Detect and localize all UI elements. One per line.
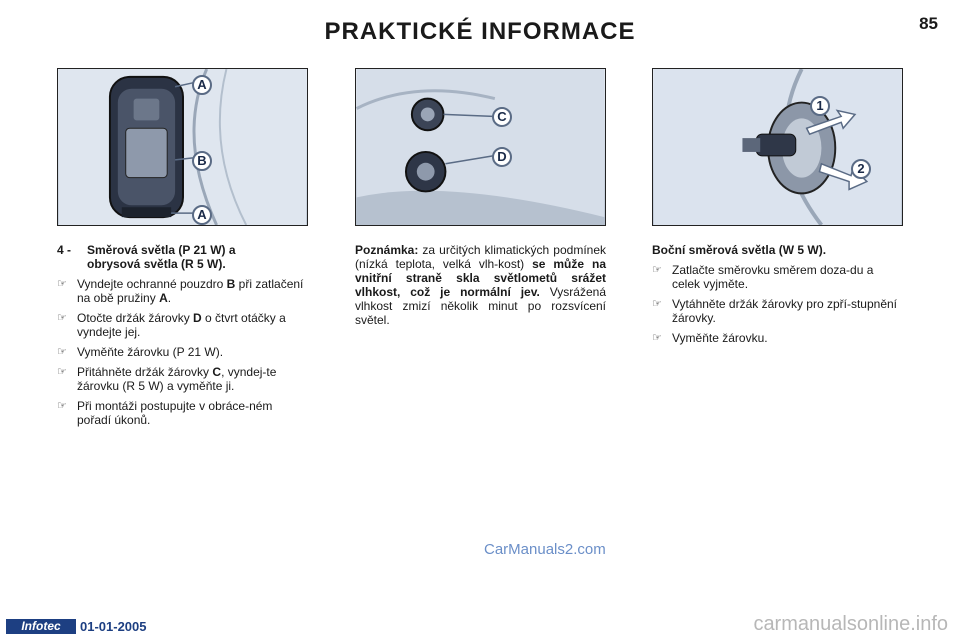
note-label: Poznámka: [355, 243, 419, 257]
note-text: za určitých klimatických podmínek (nízká teplota, velká vlh-kost) [355, 243, 606, 271]
note-text: Vysrážená vlhkost zmizí několik minut po rozsvícení světel. [355, 285, 606, 327]
figure-bulb-holders [355, 68, 606, 226]
callout-2: 2 [851, 159, 871, 179]
step-reassemble [57, 399, 308, 427]
bulb-holder-illustration [356, 69, 605, 225]
hand-pointer-icon: ☞ [57, 400, 67, 412]
step-text: Vyměňte žárovku. [672, 331, 768, 345]
footer-date: 01-01-2005 [80, 619, 147, 634]
step-turn-holder [57, 311, 308, 339]
heading-line-2: obrysová světla (R 5 W). [87, 257, 226, 271]
step-replace-w5w [652, 331, 903, 345]
step-text: o čtvrt otáčky a vyndejte jej. [77, 311, 286, 339]
step-text: Vytáhněte držák žárovky pro zpří-stupnění žárovky. [672, 297, 897, 325]
infotec-badge: Infotec [6, 619, 76, 634]
section-heading-indicators [57, 243, 308, 271]
step-text: Vyndejte ochranné pouzdro [77, 277, 227, 291]
ref-d: D [193, 311, 202, 325]
hand-pointer-icon: ☞ [652, 298, 662, 310]
callout-c: C [492, 107, 512, 127]
step-push-indicator [652, 263, 903, 291]
step-text: . [167, 291, 172, 305]
callout-a-top: A [192, 75, 212, 95]
hand-pointer-icon: ☞ [652, 332, 662, 344]
note-emphasis: se může na vnitřní straně skla světlometů srážet vlhkost, což je normální jev. [355, 257, 606, 299]
step-text: při zatlačení na obě pružiny [77, 277, 304, 305]
step-replace-r5w [57, 365, 308, 393]
section-heading-side-indicators: Boční směrová světla (W 5 W). [652, 243, 827, 257]
hand-pointer-icon: ☞ [652, 264, 662, 276]
callout-d: D [492, 147, 512, 167]
step-text: Otočte držák žárovky [77, 311, 194, 325]
figure-side-indicator [652, 68, 903, 226]
callout-a-bottom: A [192, 205, 212, 225]
ref-c: C [212, 365, 222, 379]
step-replace-p21w [57, 345, 308, 359]
callout-b: B [192, 151, 212, 171]
page-title: PRAKTICKÉ INFORMACE [324, 18, 636, 45]
column-rear-lamps [57, 243, 308, 433]
item-number: 4 - [57, 243, 72, 257]
step-text: Zatlačte směrovku směrem doza-du a celek vyjměte. [672, 263, 874, 291]
hand-pointer-icon: ☞ [57, 366, 67, 378]
page-number: 85 [919, 14, 938, 33]
watermark-carmanuals2: CarManuals2.com [484, 541, 606, 558]
ref-a: A [159, 291, 168, 305]
figure-rear-lamp [57, 68, 308, 226]
step-text: Přitáhněte držák žárovky [77, 365, 213, 379]
column-note [355, 243, 606, 333]
step-text: Vyměňte žárovku (P 21 W). [77, 345, 224, 359]
side-indicator-illustration [653, 69, 902, 225]
column-side-indicators [652, 243, 903, 351]
ref-b: B [226, 277, 236, 291]
hand-pointer-icon: ☞ [57, 312, 67, 324]
footer-site-watermark: carmanualsonline.info [753, 613, 948, 635]
step-text: , vyndej-te žárovku (R 5 W) a vyměňte ji. [77, 365, 277, 393]
step-remove-cover [57, 277, 308, 305]
note-paragraph [355, 243, 606, 327]
step-text: Při montáži postupujte v obráce-ném pořadí úkonů. [77, 399, 273, 427]
hand-pointer-icon: ☞ [57, 346, 67, 358]
hand-pointer-icon: ☞ [57, 278, 67, 290]
rear-lamp-illustration [58, 69, 307, 225]
step-pull-holder [652, 297, 903, 325]
callout-1: 1 [810, 96, 830, 116]
heading-line-1: Směrová světla (P 21 W) a [87, 243, 236, 257]
